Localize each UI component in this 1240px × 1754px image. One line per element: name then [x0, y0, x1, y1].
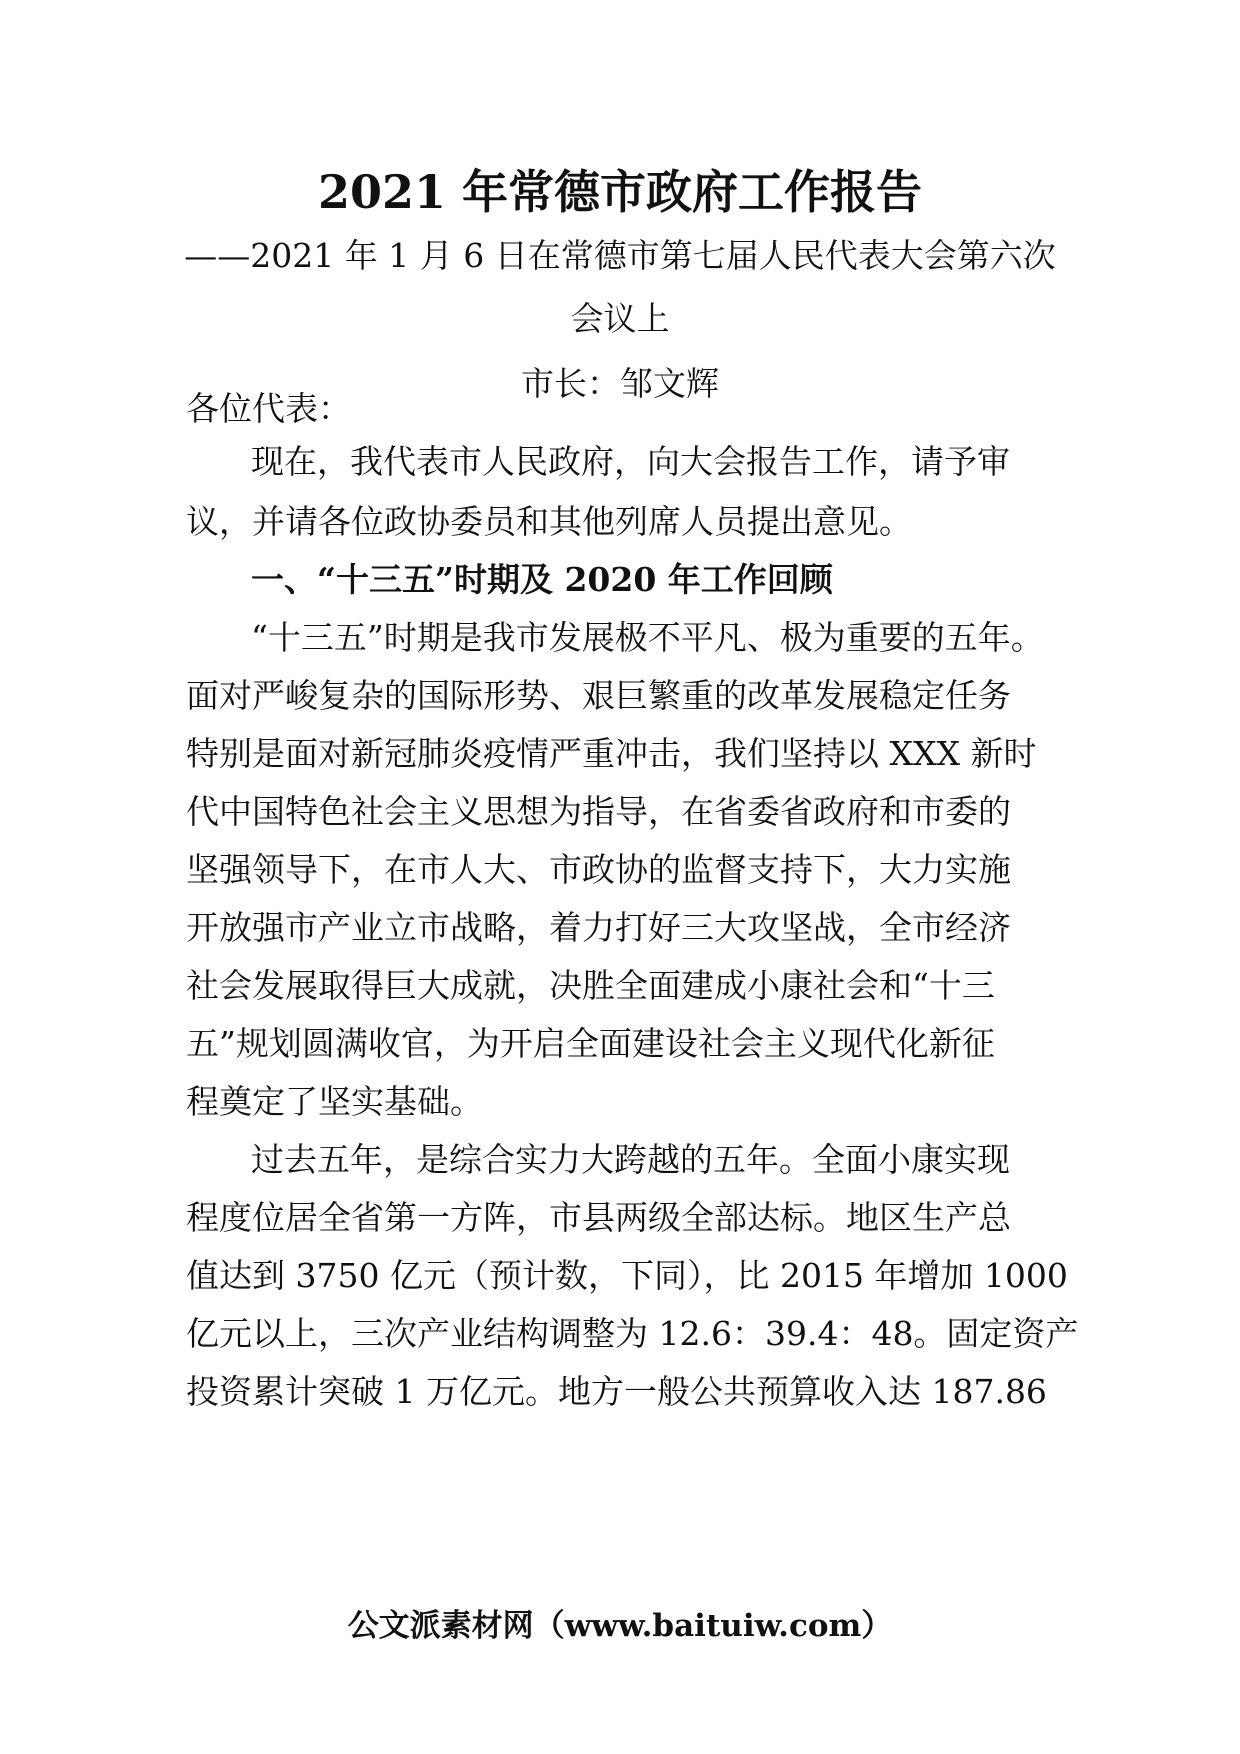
body-line: 五”规划圆满收官，为开启全面建设社会主义现代化新征: [186, 1024, 995, 1063]
body-line: 议，并请各位政协委员和其他列席人员提出意见。: [186, 502, 912, 541]
body-line: “十三五”时期是我市发展极不平凡、极为重要的五年。: [251, 618, 1044, 657]
body-line: 程奠定了坚实基础。: [186, 1082, 483, 1121]
body-line: 亿元以上，三次产业结构调整为 12.6：39.4：48。固定资产: [186, 1314, 1079, 1353]
body-line: 特别是面对新冠肺炎疫情严重冲击，我们坚持以 XXX 新时: [186, 734, 1037, 773]
document-subtitle-line2: 会议上: [570, 299, 670, 338]
body-line: 现在，我代表市人民政府，向大会报告工作，请予审: [251, 442, 1010, 481]
body-line: 代中国特色社会主义思想为指导，在省委省政府和市委的: [186, 792, 1011, 831]
document-author: 市长：邹文辉: [521, 364, 719, 403]
body-line: 值达到 3750 亿元（预计数，下同），比 2015 年增加 1000: [186, 1256, 1068, 1295]
document-subtitle-line1: ——2021 年 1 月 6 日在常德市第七届人民代表大会第六次: [184, 236, 1056, 275]
body-line: 程度位居全省第一方阵，市县两级全部达标。地区生产总: [186, 1198, 1011, 1237]
body-line: 投资累计突破 1 万亿元。地方一般公共预算收入达 187.86: [186, 1372, 1047, 1411]
body-line: 面对严峻复杂的国际形势、艰巨繁重的改革发展稳定任务: [186, 676, 1011, 715]
body-line: 社会发展取得巨大成就，决胜全面建成小康社会和“十三: [186, 966, 995, 1005]
body-line: 过去五年，是综合实力大跨越的五年。全面小康实现: [251, 1140, 1010, 1179]
body-line: 开放强市产业立市战略，着力打好三大攻坚战，全市经济: [186, 908, 1011, 947]
document-title: 2021 年常德市政府工作报告: [317, 165, 923, 219]
salutation: 各位代表：: [186, 389, 351, 428]
section-heading: 一、“十三五”时期及 2020 年工作回顾: [251, 560, 833, 599]
body-line: 坚强领导下，在市人大、市政协的监督支持下，大力实施: [186, 850, 1011, 889]
footer-watermark: 公文派素材网（www.baituiw.com）: [347, 1608, 893, 1644]
